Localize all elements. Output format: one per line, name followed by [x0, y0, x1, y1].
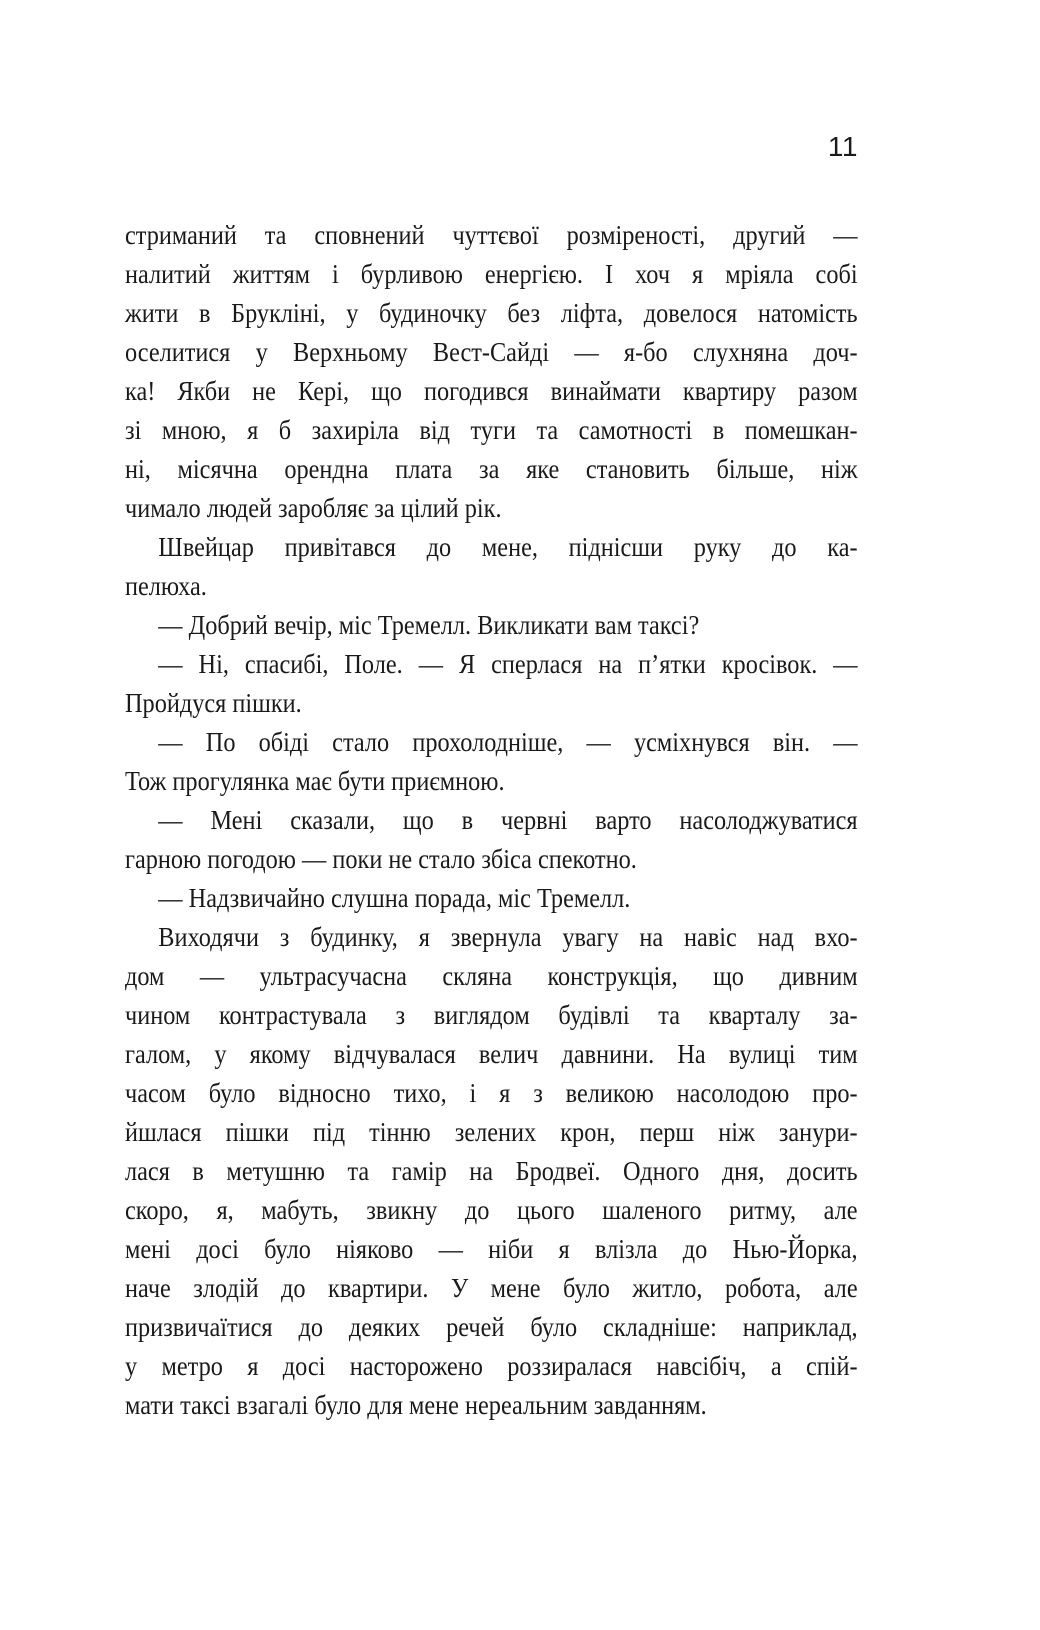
text-column: [125, 216, 858, 1425]
text-line: зі мною, я б захиріла від туги та самотності в помешкан-: [125, 415, 858, 445]
text-line: скоро, я, мабуть, звикну до цього шаленого ритму, але: [125, 1195, 858, 1225]
page-number: 11: [827, 131, 858, 162]
text-line: — По обіді стало прохолодніше, — усміхнувся він. —: [158, 727, 858, 757]
text-line: — Мені сказали, що в червні варто насолоджуватися: [158, 805, 858, 835]
paragraph: [125, 645, 858, 723]
text-line: наче злодій до квартири. У мене було житло, робота, але: [125, 1273, 858, 1303]
text-line: оселитися у Верхньому Вест-Сайді — я-бо слухняна доч-: [125, 337, 858, 367]
text-line: ка! Якби не Кері, що погодився винаймати квартиру разом: [125, 376, 858, 406]
text-line: чимало людей заробляє за цілий рік.: [125, 493, 502, 523]
text-line: — Ні, спасибі, Поле. — Я сперлася на п’ятки кросівок. —: [158, 649, 858, 679]
text-line: у метро я досі насторожено роззиралася навсібіч, а спій-: [125, 1351, 858, 1381]
text-line: — Надзвичайно слушна порада, міс Тремелл.: [158, 883, 631, 913]
text-line: лася в метушню та гамір на Бродвеї. Одного дня, досить: [125, 1156, 858, 1186]
text-line: призвичаїтися до деяких речей було складніше: наприклад,: [125, 1312, 858, 1342]
text-line: Тож прогулянка має бути приємною.: [125, 766, 505, 796]
text-line: гарною погодою — поки не стало збіса спекотно.: [125, 844, 637, 874]
text-line: жити в Брукліні, у будиночку без ліфта, довелося натомість: [125, 298, 858, 328]
text-line: мати таксі взагалі було для мене нереальним завданням.: [125, 1390, 707, 1420]
text-line: чином контрастувала з виглядом будівлі та кварталу за-: [125, 1000, 858, 1030]
paragraph: [125, 723, 858, 801]
text-line: мені досі було ніяково — ніби я влізла до Нью-Йорка,: [125, 1234, 858, 1264]
text-line: йшлася пішки під тінню зелених крон, перш ніж занури-: [125, 1117, 858, 1147]
text-line: стриманий та сповнений чуттєвої розміреності, другий —: [125, 220, 858, 250]
paragraph: [125, 216, 858, 528]
paragraph: [125, 801, 858, 879]
text-line: пелюха.: [125, 571, 207, 601]
paragraph: [125, 606, 858, 645]
text-line: налитий життям і бурливою енергією. І хоч я мріяла собі: [125, 259, 858, 289]
text-line: Пройдуся пішки.: [125, 688, 302, 718]
text-line: Швейцар привітався до мене, піднісши руку до ка-: [158, 532, 858, 562]
text-line: галом, у якому відчувалася велич давнини. На вулиці тим: [125, 1039, 858, 1069]
paragraph: [125, 918, 858, 1425]
paragraph: [125, 528, 858, 606]
paragraph: [125, 879, 858, 918]
text-line: — Добрий вечір, міс Тремелл. Викликати вам таксі?: [158, 610, 700, 640]
text-line: дом — ультрасучасна скляна конструкція, що дивним: [125, 961, 858, 991]
text-line: Виходячи з будинку, я звернула увагу на навіс над вхо-: [158, 922, 858, 952]
text-line: часом було відносно тихо, і я з великою насолодою про-: [125, 1078, 858, 1108]
text-line: ні, місячна орендна плата за яке становить більше, ніж: [125, 454, 858, 484]
